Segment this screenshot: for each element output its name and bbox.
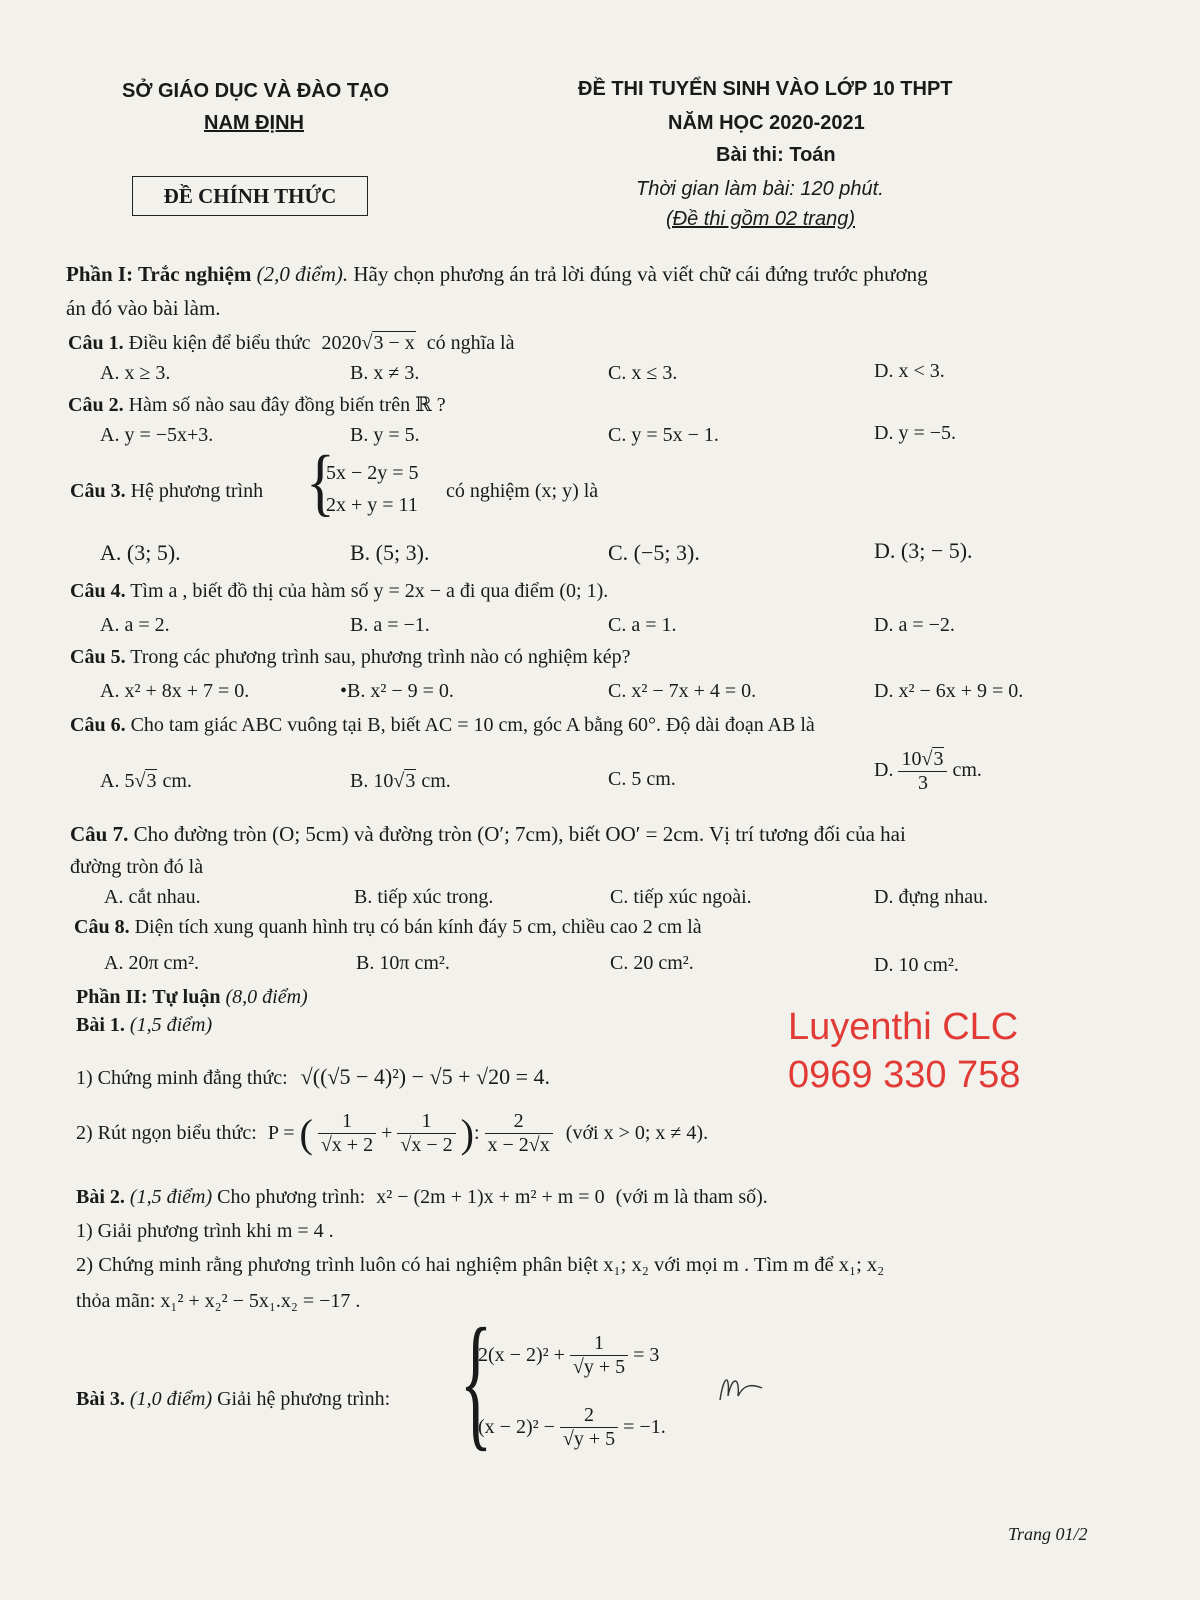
bai3-eq1-lhs: 2(x − 2)² +	[478, 1344, 565, 1366]
fraction-numerator: 10	[901, 748, 922, 770]
question-3	[70, 480, 263, 503]
question-text: Diện tích xung quanh hình trụ có bán kính đáy 5 cm, chiều cao 2 cm là	[134, 916, 702, 938]
part2-heading	[76, 986, 308, 1009]
question-7-cont: đường tròn đó là	[70, 856, 204, 878]
part2-title: Phần II: Tự luận	[76, 986, 221, 1008]
system-eq2: 2x + y = 11	[326, 494, 418, 516]
question-4	[70, 580, 608, 603]
bai2-label: Bài 2.	[76, 1186, 125, 1208]
option-d: D. (3; − 5).	[874, 538, 973, 563]
fraction-numerator: 2	[560, 1404, 618, 1428]
pages-note: (Đề thi gồm 02 trang)	[666, 208, 855, 230]
question-label: Câu 5.	[70, 646, 126, 668]
option-c: C. 20 cm².	[610, 952, 694, 974]
bai2-equation: x² − (2m + 1)x + m² + m = 0	[376, 1186, 605, 1208]
question-tail: có nghĩa là	[426, 332, 515, 354]
fraction-numerator: 1	[570, 1332, 628, 1356]
bai2-item2: 2) Chứng minh rằng phương trình luôn có hai nghiệm phân biệt x₁; x₂ với mọi m . Tìm m để x₁; x₂	[76, 1254, 885, 1276]
subject: Bài thi: Toán	[716, 144, 836, 166]
question-text: Cho tam giác ABC vuông tại B, biết AC = 10 cm, góc A bằng 60°. Độ dài đoạn AB là	[130, 714, 815, 736]
official-stamp-label: ĐỀ CHÍNH THỨC	[163, 183, 337, 208]
option-a: A. 20π cm².	[104, 952, 199, 974]
fraction-numerator: 1	[318, 1110, 376, 1134]
question-text: Trong các phương trình sau, phương trình nào có nghiệm kép?	[130, 646, 631, 668]
option-c: C. tiếp xúc ngoài.	[610, 886, 752, 908]
option-b: •B. x² − 9 = 0.	[340, 680, 454, 702]
bai2-intro: Cho phương trình:	[217, 1186, 366, 1208]
question-tail: có nghiệm (x; y) là	[446, 480, 599, 502]
option-d: D. đựng nhau.	[874, 886, 989, 908]
question-label: Câu 3.	[70, 480, 126, 502]
option-b-unit: cm.	[416, 770, 451, 792]
duration: Thời gian làm bài: 120 phút.	[636, 178, 884, 200]
question-text: Cho đường tròn (O; 5cm) và đường tròn (O′; 7cm), biết OO′ = 2cm. Vị trí tương đối của hai	[133, 822, 906, 846]
expr-coef: 2020	[321, 332, 362, 354]
question-2	[68, 392, 446, 417]
fraction-denominator: √x − 2	[400, 1134, 453, 1156]
question-label: Câu 6.	[70, 714, 126, 736]
option-b: B. 10π cm².	[356, 952, 450, 974]
system-eq1: 5x − 2y = 5	[326, 462, 419, 484]
fraction-denominator: √y + 5	[562, 1428, 616, 1450]
bai3-eq2-lhs: (x − 2)² −	[478, 1416, 555, 1438]
bai1-points: (1,5 điểm)	[129, 1014, 213, 1036]
option-b: B. y = 5.	[350, 424, 420, 446]
question-1: Câu 1. Điều kiện để biểu thức 2020√3 − x có nghĩa là	[68, 332, 515, 354]
fraction-denominator: 3	[917, 772, 928, 794]
option-d: D. a = −2.	[874, 614, 955, 636]
option-b: B. tiếp xúc trong.	[354, 886, 494, 908]
option-c: C. x ≤ 3.	[608, 362, 678, 384]
school-year: NĂM HỌC 2020-2021	[668, 112, 865, 134]
option-c: C. a = 1.	[608, 614, 677, 636]
bai3-points: (1,0 điểm)	[129, 1388, 213, 1410]
option-c: C. x² − 7x + 4 = 0.	[608, 680, 757, 702]
option-d: D. x² − 6x + 9 = 0.	[874, 680, 1024, 702]
question-label: Câu 8.	[74, 916, 130, 938]
bai3-eq1-rhs: = 3	[633, 1344, 660, 1366]
option-a: A. x ≥ 3.	[100, 362, 171, 384]
question-text: Hàm số nào sau đây đồng biến trên ℝ ?	[128, 394, 446, 416]
bai1-item2: 2) Rút ngọn biểu thức: P = ( $\frac{1}{√x + 2}$ + $\frac{1}{√x - 2}$ ): $\frac{2}{x - 2√x}$ (với x > 0; x ≠ 4).	[76, 1110, 709, 1156]
page-number: Trang 01/2	[1008, 1524, 1088, 1544]
question-7	[70, 822, 906, 847]
option-a-coef: A. 5	[100, 770, 135, 792]
option-a: A. (3; 5).	[100, 540, 181, 565]
question-6	[70, 714, 815, 737]
bai1-item1-text: 1) Chứng minh đẳng thức:	[76, 1067, 288, 1089]
question-label: Câu 7.	[70, 822, 129, 846]
bai3-heading	[76, 1388, 390, 1411]
option-d	[874, 748, 982, 795]
option-a-radicand: 3	[146, 770, 157, 792]
bai2-points: (1,5 điểm)	[129, 1186, 213, 1208]
question-label: Câu 2.	[68, 394, 124, 416]
exam-title: ĐỀ THI TUYỂN SINH VÀO LỚP 10 THPT	[578, 78, 953, 100]
question-label: Câu 4.	[70, 580, 126, 602]
option-c: C. 5 cm.	[608, 768, 676, 790]
bai1-item1	[76, 1064, 550, 1090]
part1-heading	[66, 262, 928, 287]
system-brace: {	[459, 1298, 493, 1464]
question-5	[70, 646, 631, 669]
option-b: B. a = −1.	[350, 614, 430, 636]
option-a: A. 5√3 cm.	[100, 770, 192, 792]
handwritten-mark	[716, 1370, 766, 1406]
bai3-intro: Giải hệ phương trình:	[217, 1388, 391, 1410]
watermark-name: Luyenthi CLC	[788, 1006, 1019, 1048]
fraction-denominator: x − 2√x	[487, 1134, 550, 1156]
option-b: B. x ≠ 3.	[350, 362, 420, 384]
question-text: Điều kiện để biểu thức	[128, 332, 311, 354]
question-text: Tìm a , biết đồ thị của hàm số y = 2x − a đi qua điểm (0; 1).	[130, 580, 609, 602]
option-c: C. (−5; 3).	[608, 540, 700, 565]
bai3-eq2	[478, 1404, 666, 1451]
question-text: Hệ phương trình	[130, 480, 264, 502]
bai3-eq1	[478, 1332, 659, 1379]
bai1-item1-expr: √((√5 − 4)²) − √5 + √20 = 4.	[300, 1064, 550, 1089]
part1-title: Phần I: Trắc nghiệm	[66, 262, 252, 286]
option-a: A. x² + 8x + 7 = 0.	[100, 680, 250, 702]
option-b: B. 10√3 cm.	[350, 770, 451, 792]
option-d: D. x < 3.	[874, 360, 945, 382]
bai2-heading	[76, 1186, 768, 1209]
bai1-item2-lhs: P =	[267, 1122, 295, 1144]
department-name: SỞ GIÁO DỤC VÀ ĐÀO TẠO	[122, 80, 390, 102]
option-d-letter: D.	[874, 759, 894, 782]
question-8	[74, 916, 702, 939]
part2-points: (8,0 điểm)	[225, 986, 308, 1008]
bai1-item2-condition: (với x > 0; x ≠ 4).	[565, 1122, 709, 1144]
option-a: A. cắt nhau.	[104, 886, 201, 908]
option-c: C. y = 5x − 1.	[608, 424, 719, 446]
option-b: B. (5; 3).	[350, 540, 430, 565]
bai1-label: Bài 1.	[76, 1014, 125, 1036]
fraction-radicand: 3	[933, 748, 944, 770]
option-d-fraction: $\frac{10√3}{3}$	[898, 748, 947, 795]
watermark-phone: 0969 330 758	[788, 1054, 1021, 1096]
option-b-radicand: 3	[405, 770, 416, 792]
option-a-unit: cm.	[157, 770, 192, 792]
option-a: A. a = 2.	[100, 614, 170, 636]
question-label: Câu 1.	[68, 332, 124, 354]
fraction-denominator: √x + 2	[320, 1134, 374, 1156]
bai2-item1: 1) Giải phương trình khi m = 4 .	[76, 1220, 334, 1242]
part1-instruction-cont: án đó vào bài làm.	[66, 296, 221, 320]
province-name: NAM ĐỊNH	[204, 112, 304, 134]
option-d-unit: cm.	[952, 759, 982, 782]
fraction-numerator: 2	[485, 1110, 553, 1134]
bai1-item2-text: 2) Rút ngọn biểu thức:	[76, 1122, 257, 1144]
part1-points: (2,0 điểm).	[256, 262, 349, 286]
official-stamp	[132, 176, 368, 216]
system-brace: {	[306, 440, 335, 524]
fraction-denominator: √y + 5	[572, 1356, 626, 1378]
bai1-heading	[76, 1014, 212, 1037]
bai3-label: Bài 3.	[76, 1388, 125, 1410]
bai2-item2-cont: thỏa mãn: x₁² + x₂² − 5x₁.x₂ = −17 .	[76, 1290, 361, 1312]
option-d: D. y = −5.	[874, 422, 957, 444]
bai3-eq2-rhs: = −1.	[623, 1416, 666, 1438]
option-b-coef: B. 10	[350, 770, 394, 792]
part1-instruction: Hãy chọn phương án trả lời đúng và viết chữ cái đứng trước phương	[348, 262, 928, 286]
option-d: D. 10 cm².	[874, 954, 959, 976]
option-a: A. y = −5x+3.	[100, 424, 214, 446]
fraction-numerator: 1	[397, 1110, 455, 1134]
expr-radicand: 3 − x	[373, 332, 415, 354]
bai2-param: (với m là tham số).	[615, 1186, 768, 1208]
